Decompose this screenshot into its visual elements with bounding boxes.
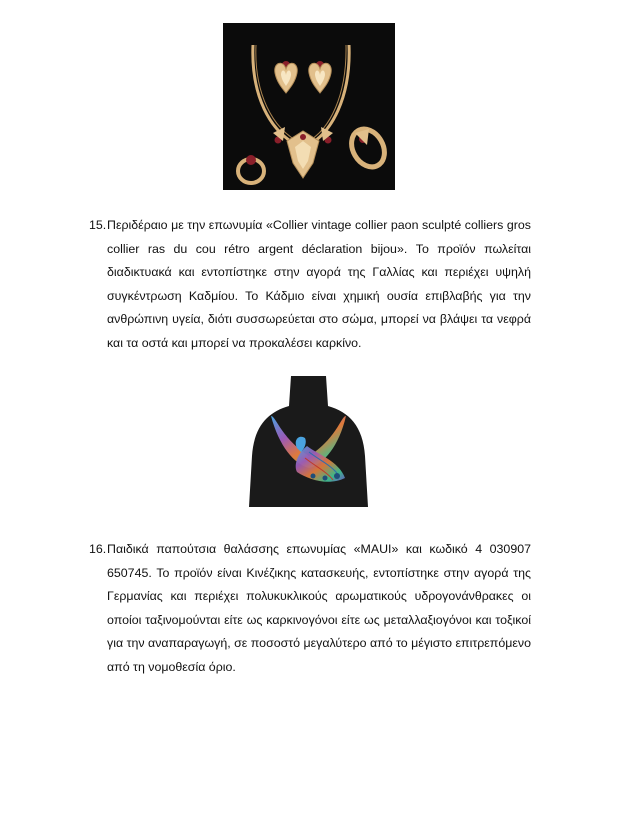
item-description: Περιδέραιο με την επωνυμία «Collier vintage collier paon sculpté colliers gros collier ras du cou rétro argent déclaration bijou». Το προϊόν πωλείται διαδικτυακά και εντοπίστηκε στην αγορά της Γαλλίας και περιέχει υψηλή συγκέντρωση Καδμίου. Το Κάδμιο είναι χημική ουσία επιβλαβής για την ανθρώπινη υγεία, διότι συσσωρεύεται στο σώμα, μπορεί να βλάψει τα νεφρά και τα οστά και μπορεί να προκαλέσει καρκίνο. [107,218,531,350]
item-description: Παιδικά παπούτσια θαλάσσης επωνυμίας «MAUI» και κωδικό 4 030907 650745. Το προϊόν είναι Κινέζικης κατασκευής, εντοπίστηκε στην αγορά της Γερμανίας και περιέχει πολυκυκλικούς αρωματικούς υδρογονάνθρακες οι οποίοι ταξινομούνται είτε ως καρκινογόνοι είτε ως μεταλλαξιογόνοι και τοξικοί για την αναπαραγωγή, σε ποσοστό μεγαλύτερο από το μέγιστο επιτρεπόμενο από τη νομοθεσία όριο. [107,542,531,674]
list-item [89,214,531,356]
peacock-necklace-photo [249,376,368,507]
list-item [89,538,531,680]
item-number: 15. [89,218,107,232]
jewelry-set-photo [223,23,395,190]
item-number: 16. [89,542,107,556]
